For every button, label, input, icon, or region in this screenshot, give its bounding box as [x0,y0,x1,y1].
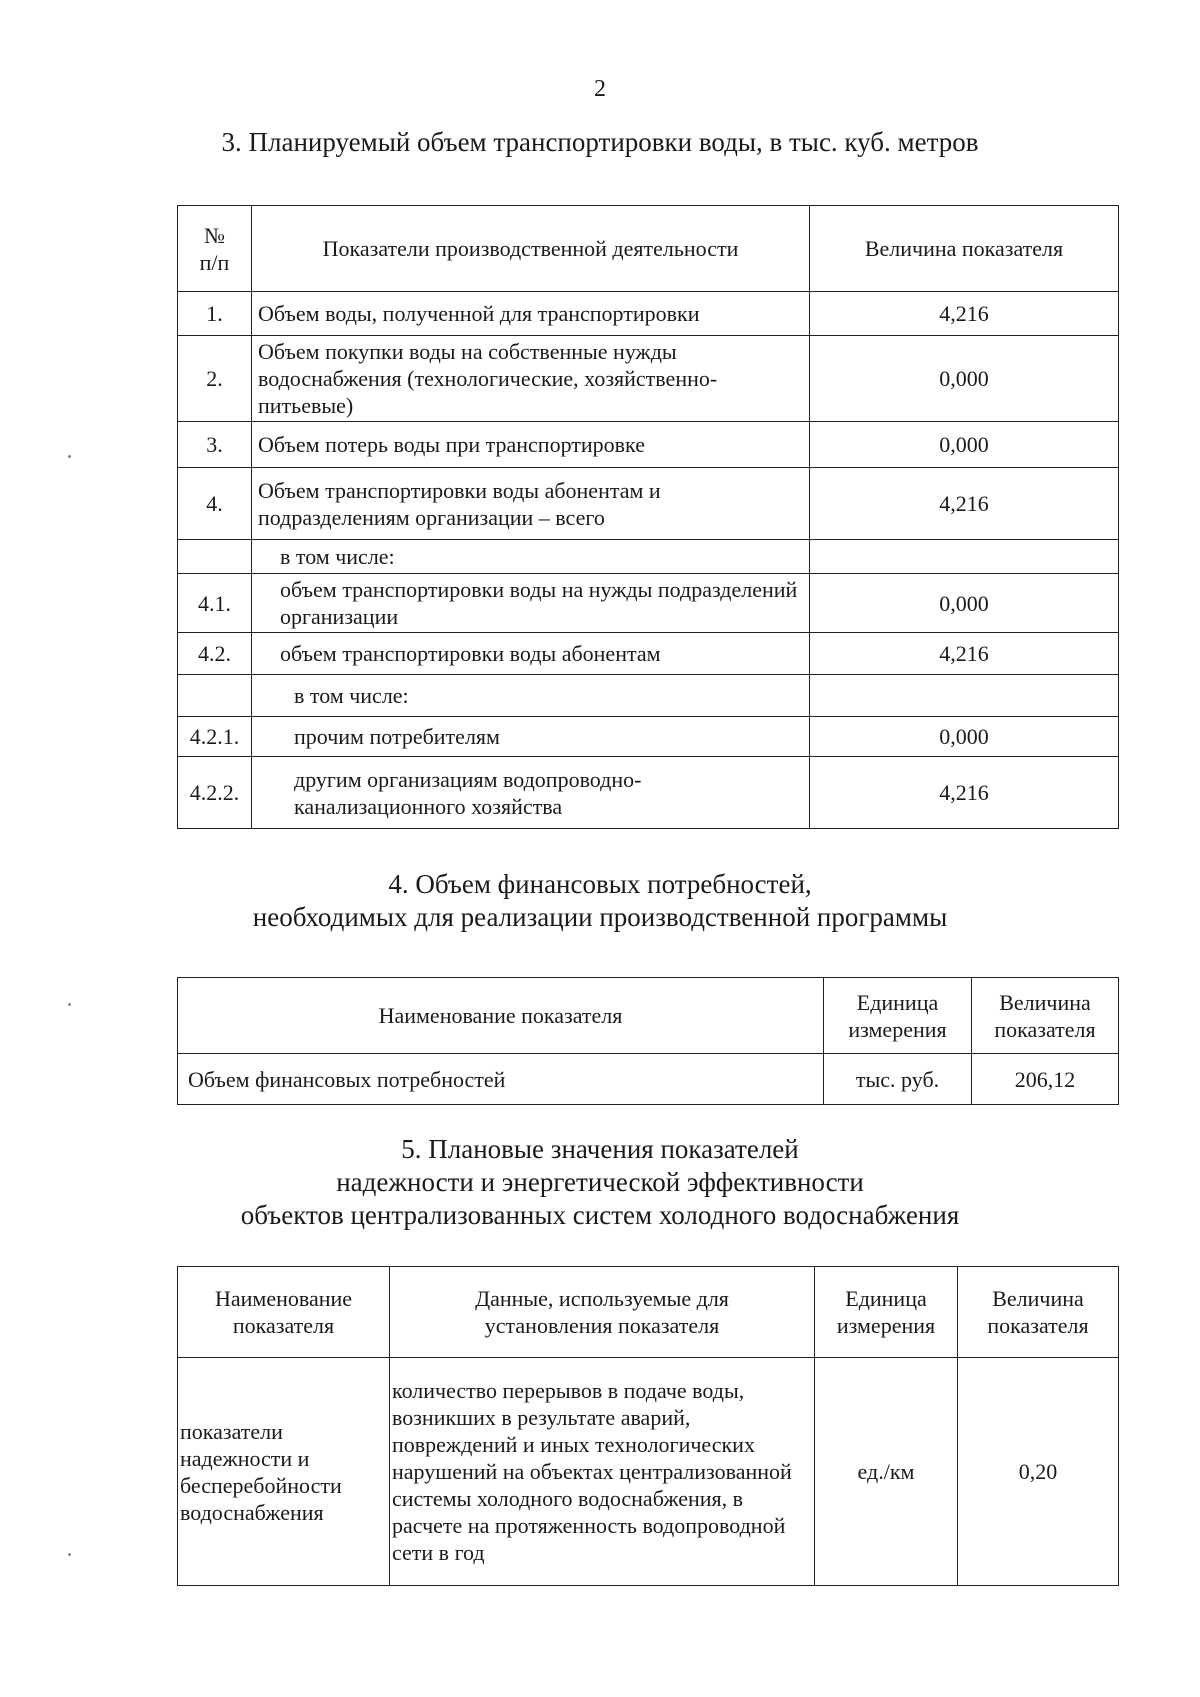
row-name: Объем финансовых потребностей [178,1054,824,1105]
row-value [810,540,1119,574]
table-row [178,540,1119,574]
table-row [178,574,1119,633]
row-label: объем транспортировки воды абонентам [252,633,810,675]
header-name: Наименование показателя [178,1267,390,1358]
row-unit: ед./км [815,1358,958,1586]
row-value: 0,000 [810,422,1119,468]
header-data: Данные, используемые для установления показателя [390,1267,815,1358]
row-value [810,675,1119,717]
header-value: Величина показателя [958,1267,1119,1358]
page-number: 2 [594,76,606,102]
row-label: Объем воды, полученной для транспортировки [252,292,810,336]
header-num-abbrev: п/п [199,249,230,275]
row-label: в том числе: [252,675,810,717]
financial-needs-table [177,977,1119,1105]
section5-title [0,1133,1200,1232]
table-header-row [178,978,1119,1054]
row-label: другим организациям водопроводно-канализационного хозяйства [252,757,810,829]
table-row [178,1054,1119,1105]
row-value: 4,216 [810,633,1119,675]
section5-title-line3: объектов централизованных систем холодного водоснабжения [240,1200,960,1230]
table-row [178,422,1119,468]
row-num [178,675,252,717]
table-row [178,1358,1119,1586]
section5-title-line1: 5. Плановые значения показателей [401,1134,799,1164]
row-label: Объем потерь воды при транспортировке [252,422,810,468]
row-num: 4.2.1. [178,717,252,757]
scan-speck [68,1003,71,1006]
row-num: 4. [178,468,252,540]
table-row [178,675,1119,717]
row-label: объем транспортировки воды на нужды подразделений организации [252,574,810,633]
table-row [178,336,1119,422]
header-value: Величина показателя [972,978,1119,1054]
row-num: 4.2.2. [178,757,252,829]
table-row [178,717,1119,757]
section4-title [0,868,1200,934]
row-value: 0,20 [958,1358,1119,1586]
row-value: 4,216 [810,757,1119,829]
header-name: Наименование показателя [178,978,824,1054]
row-num: 3. [178,422,252,468]
table-row [178,468,1119,540]
row-data: количество перерывов в подаче воды, возникших в результате аварий, повреждений и иных технологических нарушений на объектах централизованной системы холодного водоснабжения, в расчете на протяженность водопроводной сети в год [390,1358,815,1586]
section4-title-line1: 4. Объем финансовых потребностей, [388,869,812,899]
header-num [178,206,252,292]
row-value: 0,000 [810,336,1119,422]
row-label: в том числе: [252,540,810,574]
row-num [178,540,252,574]
header-indicator: Показатели производственной деятельности [252,206,810,292]
section5-title-line2: надежности и энергетической эффективности [336,1167,864,1197]
section4-title-line2: необходимых для реализации производственной программы [252,902,948,932]
table-row [178,292,1119,336]
table-row [178,633,1119,675]
row-label: Объем транспортировки воды абонентам и подразделениям организации – всего [252,468,810,540]
header-value: Величина показателя [810,206,1119,292]
table-header-row [178,1267,1119,1358]
row-value: 4,216 [810,468,1119,540]
scan-speck [68,1553,71,1556]
section3-title-text: 3. Планируемый объем транспортировки воды, в тыс. куб. метров [221,127,979,157]
scan-speck [68,455,71,458]
table-header-row [178,206,1119,292]
row-label: прочим потребителям [252,717,810,757]
row-num: 4.2. [178,633,252,675]
row-unit: тыс. руб. [824,1054,972,1105]
row-value: 0,000 [810,574,1119,633]
row-num: 1. [178,292,252,336]
header-num-symbol: № [204,222,225,248]
reliability-indicators-table [177,1266,1119,1586]
table-row [178,757,1119,829]
header-unit: Единица измерения [815,1267,958,1358]
row-num: 4.1. [178,574,252,633]
row-value: 4,216 [810,292,1119,336]
row-label: Объем покупки воды на собственные нужды водоснабжения (технологические, хозяйственно-питьевые) [252,336,810,422]
row-value: 0,000 [810,717,1119,757]
row-name: показатели надежности и бесперебойности водоснабжения [178,1358,390,1586]
row-num: 2. [178,336,252,422]
transport-volume-table [177,205,1119,829]
row-value: 206,12 [972,1054,1119,1105]
header-unit: Единица измерения [824,978,972,1054]
section3-title [0,126,1200,159]
